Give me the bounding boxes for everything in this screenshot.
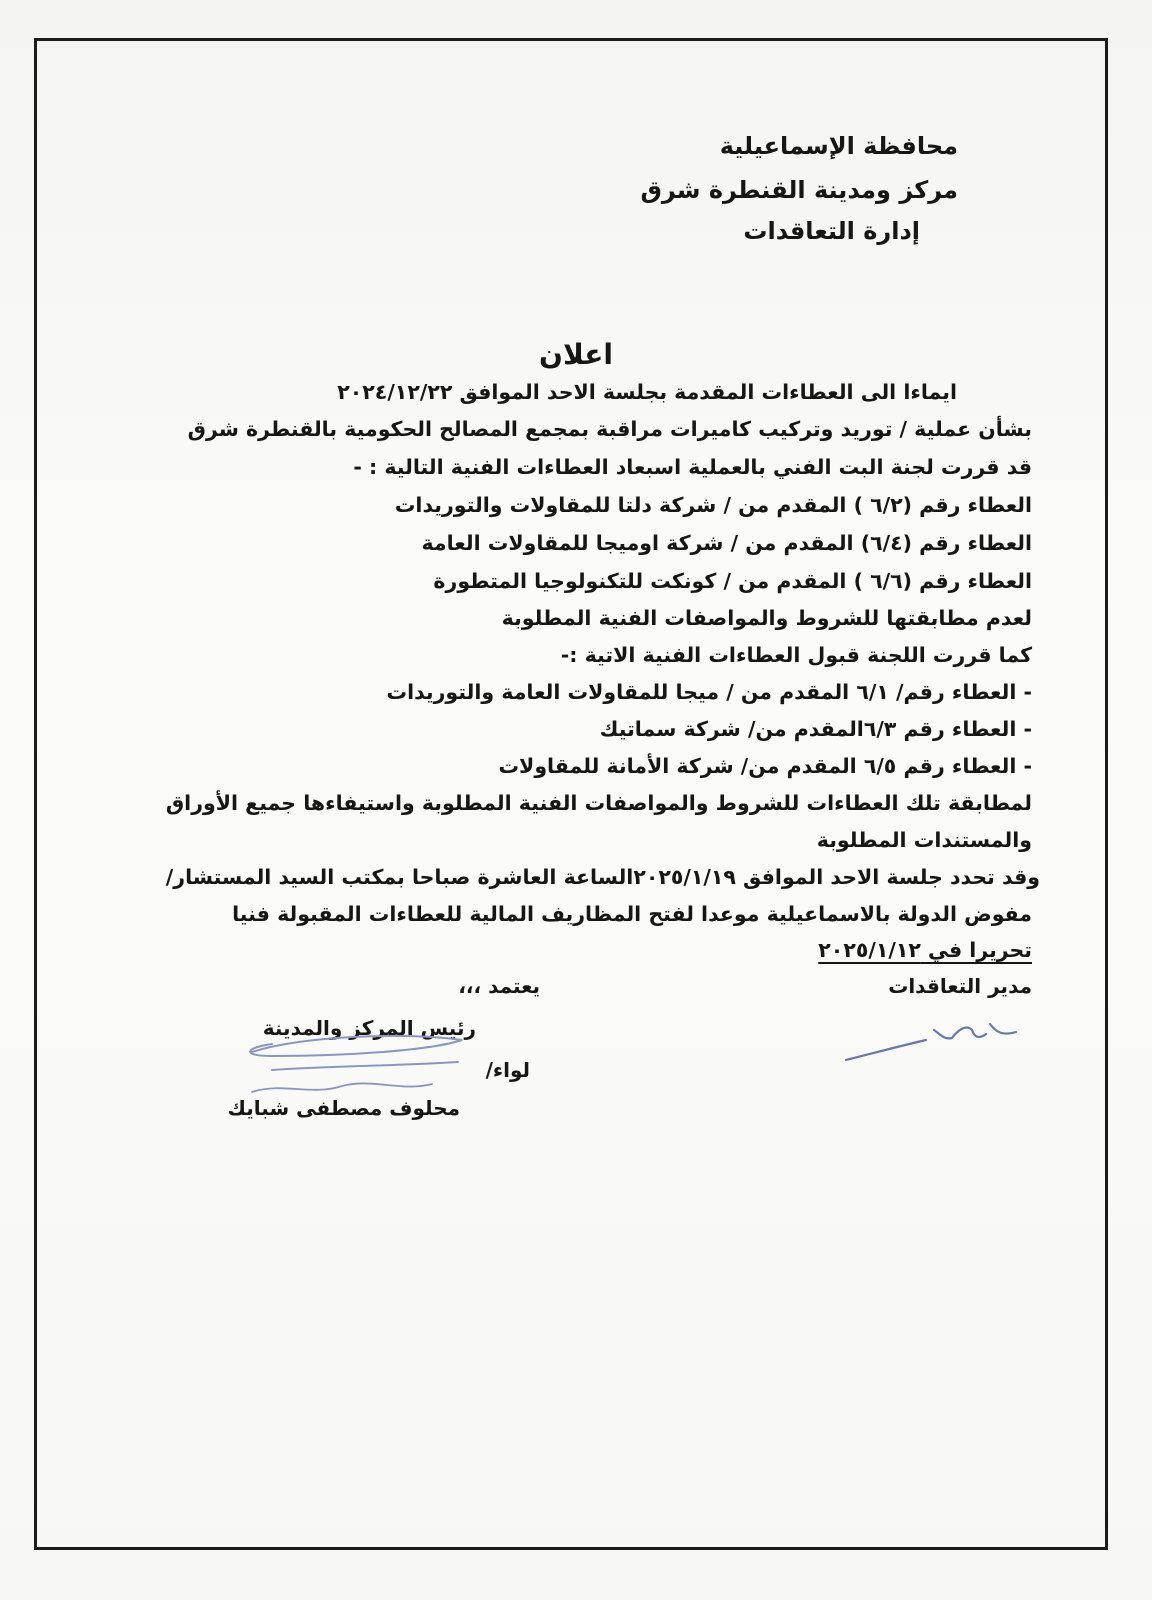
council-head-title: رئيس المركز والمدينة xyxy=(262,1016,476,1040)
accepted-bid-1: - العطاء رقم/ ٦/١ المقدم من / ميجا للمقاولات العامة والتوريدات xyxy=(386,680,1032,704)
intro-line-2: بشأن عملية / توريد وتركيب كاميرات مراقبة بمجمع المصالح الحكومية بالقنطرة شرق xyxy=(187,417,1032,441)
accepted-reason-2: والمستندات المطلوبة xyxy=(816,828,1032,852)
accepted-bid-2: - العطاء رقم ٦/٣المقدم من/ شركة سماتيك xyxy=(599,717,1032,741)
contracts-manager-title: مدير التعاقدات xyxy=(888,974,1032,998)
date-line: تحريرا في ٢٠٢٥/١/١٢ xyxy=(818,938,1032,962)
intro-line-3: قد قررت لجنة البت الفني بالعملية اسبعاد العطاءات الفنية التالية : - xyxy=(353,455,1032,479)
accepted-intro: كما قررت اللجنة قبول العطاءات الفنية الاتية :- xyxy=(560,643,1032,667)
accepted-bid-3: - العطاء رقم ٦/٥ المقدم من/ شركة الأمانة للمقاولات xyxy=(498,754,1032,778)
council-head-signature xyxy=(232,1026,482,1106)
contracts-manager-signature xyxy=(840,1010,1020,1070)
approval-label: يعتمد ،،، xyxy=(458,974,540,998)
announcement-title: اعلان xyxy=(539,338,613,371)
session-line-1: وقد تحدد جلسة الاحد الموافق ٢٠٢٥/١/١٩الساعة العاشرة صباحا بمكتب السيد المستشار/ xyxy=(165,865,1040,889)
header-city-council: مركز ومدينة القنطرة شرق xyxy=(640,176,958,204)
rank-label: لواء/ xyxy=(485,1058,530,1082)
signatory-name: محلوف مصطفى شبايك xyxy=(227,1096,460,1120)
intro-line-1: ايماءا الى العطاءات المقدمة بجلسة الاحد الموافق ٢٠٢٤/١٢/٢٢ xyxy=(337,380,957,404)
accepted-reason-1: لمطابقة تلك العطاءات للشروط والمواصفات الفنية المطلوبة واستيفاءها جميع الأوراق xyxy=(165,791,1032,815)
rejected-bid-2: العطاء رقم (٦/٤) المقدم من / شركة اوميجا للمقاولات العامة xyxy=(421,531,1032,555)
rejected-bid-3: العطاء رقم (٦/٦ ) المقدم من / كونكت للتكنولوجيا المتطورة xyxy=(433,569,1032,593)
session-line-2: مفوض الدولة بالاسماعيلية موعدا لفتح المظاريف المالية للعطاءات المقبولة فنيا xyxy=(232,902,1032,926)
header-governorate: محافظة الإسماعيلية xyxy=(719,132,958,160)
header-department: إدارة التعاقدات xyxy=(743,217,920,245)
rejected-bid-1: العطاء رقم (٦/٢ ) المقدم من / شركة دلتا للمقاولات والتوريدات xyxy=(394,493,1032,517)
rejected-reason: لعدم مطابقتها للشروط والمواصفات الفنية المطلوبة xyxy=(501,606,1032,630)
